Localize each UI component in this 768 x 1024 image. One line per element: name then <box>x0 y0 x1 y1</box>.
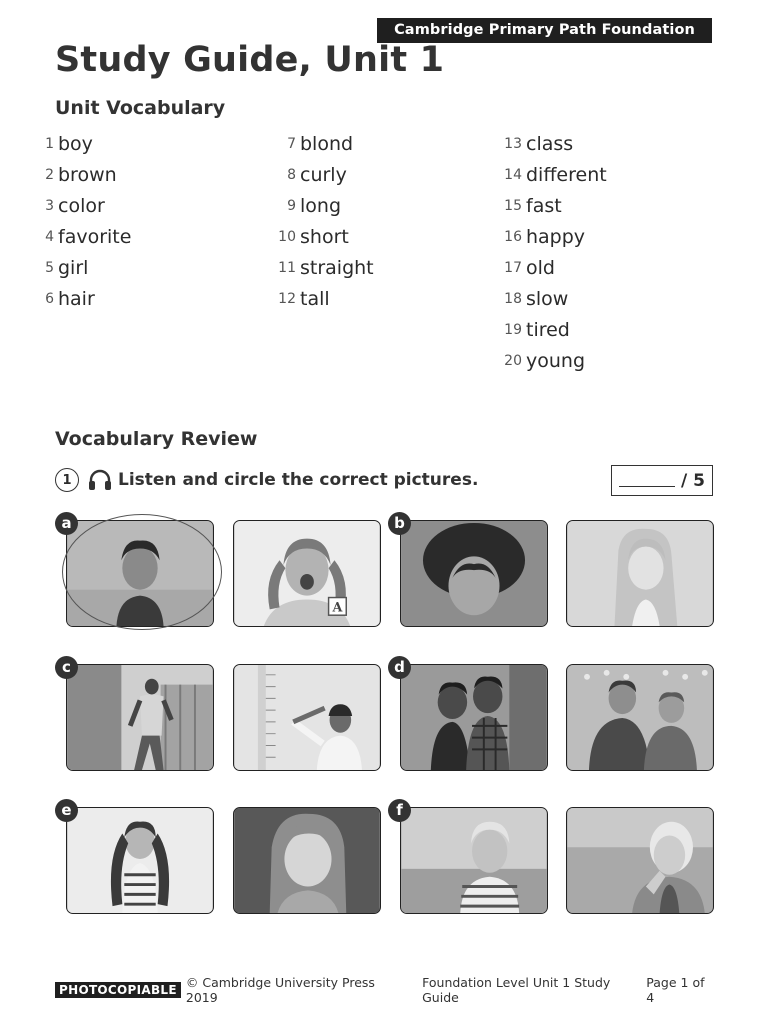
vocab-word: tired <box>526 318 570 341</box>
vocab-word: long <box>300 194 342 217</box>
vocab-number: 3 <box>45 197 54 214</box>
vocab-item <box>274 190 374 221</box>
score-total: / 5 <box>681 470 705 491</box>
vocab-word: boy <box>58 132 93 155</box>
page-number: Page 1 of 4 <box>646 975 705 1005</box>
vocab-word: favorite <box>58 225 132 248</box>
photo-old-woman[interactable] <box>566 807 714 914</box>
vocab-item <box>32 221 131 252</box>
vocab-number: 16 <box>504 228 522 245</box>
vocab-word: class <box>526 132 574 155</box>
photo-boy-short-blond-hair[interactable] <box>400 807 548 914</box>
photo-boy-big-curly-hair[interactable] <box>400 520 548 627</box>
photo-two-boys-smiling[interactable] <box>566 664 714 771</box>
vocab-word: old <box>526 256 555 279</box>
vocab-item <box>500 221 607 252</box>
exercise-instruction-row <box>55 465 478 495</box>
vocab-word: happy <box>526 225 586 248</box>
item-letter-a: a <box>55 512 78 535</box>
vocab-number: 9 <box>287 197 296 214</box>
vocab-item <box>32 128 131 159</box>
footer <box>55 975 715 1005</box>
vocab-word: fast <box>526 194 562 217</box>
vocab-item <box>500 252 607 283</box>
vocab-number: 7 <box>287 135 296 152</box>
vocab-item <box>32 190 131 221</box>
vocabulary-heading: Unit Vocabulary <box>55 97 226 119</box>
page-title: Study Guide, Unit 1 <box>55 40 445 80</box>
vocabulary-column-1 <box>32 128 131 314</box>
vocab-word: curly <box>300 163 347 186</box>
score-blank[interactable] <box>619 474 675 487</box>
item-letter-f: f <box>388 799 411 822</box>
vocab-number: 12 <box>278 290 296 307</box>
vocab-item <box>32 252 131 283</box>
vocab-word: different <box>526 163 607 186</box>
vocab-item <box>500 128 607 159</box>
vocab-item <box>274 252 374 283</box>
unit-reference: Foundation Level Unit 1 Study Guide <box>422 975 611 1005</box>
vocab-number: 5 <box>45 259 54 276</box>
vocab-word: hair <box>58 287 95 310</box>
item-letter-b: b <box>388 512 411 535</box>
vocab-item <box>274 221 374 252</box>
vocab-word: brown <box>58 163 117 186</box>
photo-two-boys-hugging[interactable] <box>400 664 548 771</box>
vocab-number: 20 <box>504 352 522 369</box>
vocab-number: 2 <box>45 166 54 183</box>
photo-girl-curly-pigtails[interactable] <box>66 807 214 914</box>
vocab-word: tall <box>300 287 330 310</box>
vocab-item <box>500 345 607 376</box>
vocab-word: young <box>526 349 586 372</box>
vocab-word: short <box>300 225 349 248</box>
headphones-icon <box>87 468 113 492</box>
item-letter-c: c <box>55 656 78 679</box>
vocab-number: 13 <box>504 135 522 152</box>
vocab-item <box>274 283 374 314</box>
copyright-notice: © Cambridge University Press 2019 <box>185 975 375 1005</box>
vocab-number: 6 <box>45 290 54 307</box>
series-tag: Cambridge Primary Path Foundation Level <box>377 18 712 43</box>
vocab-item <box>500 283 607 314</box>
item-letter-e: e <box>55 799 78 822</box>
example-answer-circle <box>62 514 222 630</box>
vocab-word: girl <box>58 256 89 279</box>
review-heading: Vocabulary Review <box>55 428 258 450</box>
vocab-item <box>500 159 607 190</box>
exercise-number-badge: 1 <box>55 468 79 492</box>
photo-man-running[interactable] <box>66 664 214 771</box>
photo-girl-long-red-hair[interactable] <box>233 807 381 914</box>
vocab-number: 4 <box>45 228 54 245</box>
vocab-number: 10 <box>278 228 296 245</box>
vocab-item <box>274 128 374 159</box>
vocab-word: color <box>58 194 105 217</box>
vocab-number: 17 <box>504 259 522 276</box>
item-letter-d: d <box>388 656 411 679</box>
svg-text:A: A <box>332 600 343 616</box>
vocabulary-column-2 <box>274 128 374 314</box>
vocab-item <box>500 314 607 345</box>
vocab-word: blond <box>300 132 354 155</box>
vocab-item <box>32 159 131 190</box>
vocab-number: 11 <box>278 259 296 276</box>
exercise-instruction: Listen and circle the correct pictures. <box>118 470 479 490</box>
vocab-item <box>500 190 607 221</box>
vocab-number: 14 <box>504 166 522 183</box>
vocab-word: slow <box>526 287 569 310</box>
vocab-number: 15 <box>504 197 522 214</box>
vocab-number: 18 <box>504 290 522 307</box>
vocab-item <box>32 283 131 314</box>
vocab-number: 8 <box>287 166 296 183</box>
photo-girl-long-straight-hair[interactable] <box>566 520 714 627</box>
vocabulary-column-3 <box>500 128 607 376</box>
vocab-item <box>274 159 374 190</box>
vocab-number: 1 <box>45 135 54 152</box>
photocopiable-badge: PHOTOCOPIABLE <box>55 982 181 998</box>
photo-boy-growth-chart[interactable] <box>233 664 381 771</box>
score-box[interactable] <box>611 465 713 496</box>
vocab-number: 19 <box>504 321 522 338</box>
photo-girl-pigtails[interactable] <box>233 520 381 627</box>
vocab-word: straight <box>300 256 374 279</box>
